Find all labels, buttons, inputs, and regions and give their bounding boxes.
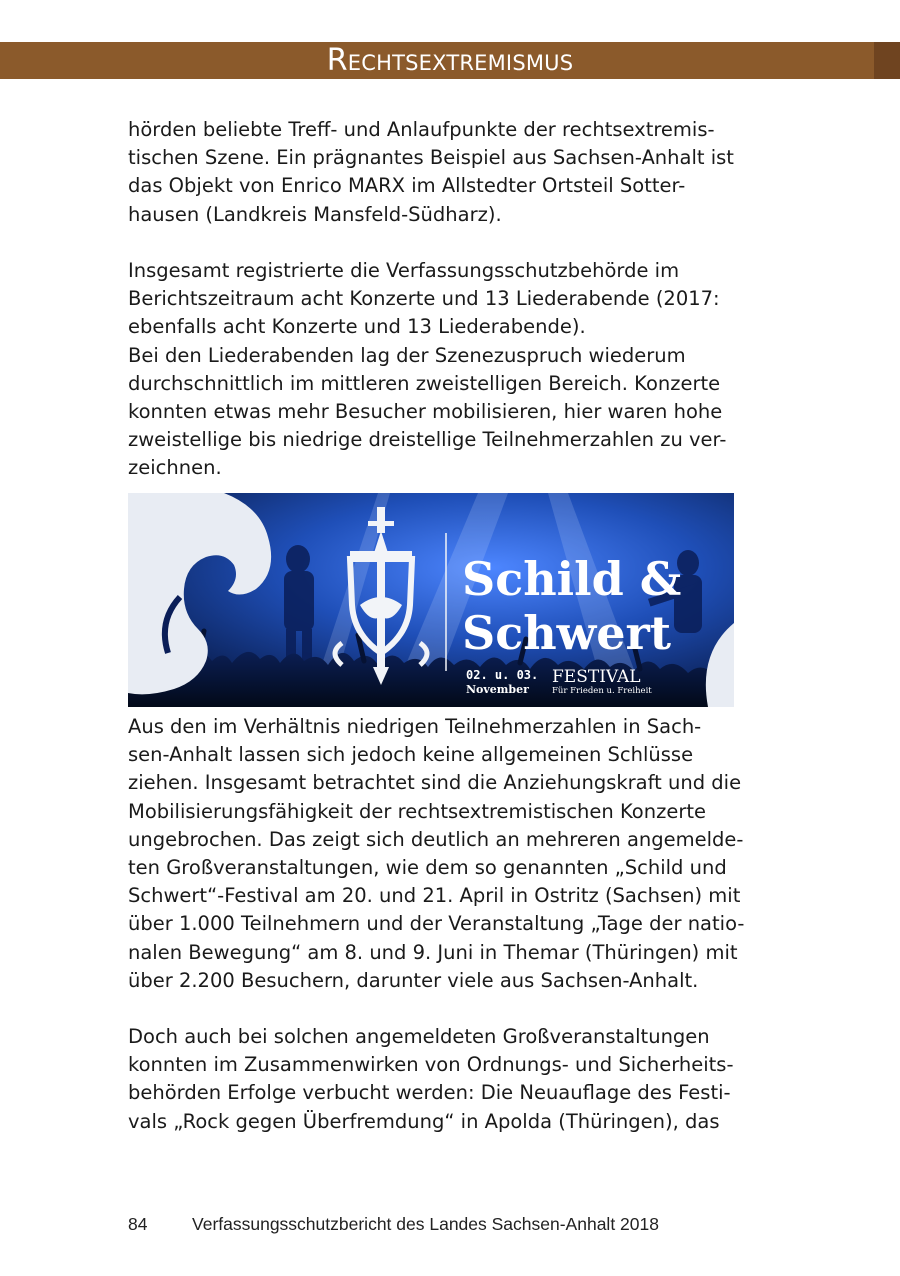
paragraph: Aus den im Verhältnis niedrigen Teilnehmerzahlen in Sach- sen-Anhalt lassen sich jedoch keine allgemeinen Schlüsse ziehen. Insgesamt betrachtet sind die Anziehungskraft und die Mobilisierungsfähigkeit der rechtsextremistischen Konzerte ungebrochen. Das zeigt sich deutlich an mehreren angemelde- ten Großveranstaltungen, wie dem so genannten „Schild und Schwert“-Festival am 20. und 21. April in Ostritz (Sachsen) mit über 1.000 Teilnehmern und der Veranstaltung „Tage der natio- nalen Bewegung“ am 8. und 9. Juni in Themar (Thüringen) mit über 2.200 Besuchern, darunter viele aus Sachsen-Anhalt.: [128, 715, 745, 992]
banner-motto: Für Frieden u. Freiheit: [552, 686, 652, 696]
banner-title-line2: Schwert: [462, 606, 672, 660]
festival-banner-image: [128, 493, 734, 707]
paragraph: hörden beliebte Treff- und Anlaufpunkte der rechtsextremis- tischen Szene. Ein prägnantes Beispiel aus Sachsen-Anhalt ist das Objekt von Enrico MARX im Allstedter Ortsteil Sotter- hausen (Landkreis Mansfeld-Südharz).: [128, 118, 734, 226]
footer-text: Verfassungsschutzbericht des Landes Sachsen-Anhalt 2018: [192, 1214, 659, 1234]
page-number: 84: [128, 1214, 148, 1234]
banner-festival: FESTIVAL: [552, 667, 641, 687]
banner-month: November: [466, 683, 529, 696]
banner-date: 02. u. 03.: [466, 668, 539, 682]
section-title: Rechtsextremismus: [326, 43, 574, 78]
paragraph: Insgesamt registrierte die Verfassungsschutzbehörde im Berichtszeitraum acht Konzerte und 13 Liederabende (2017: ebenfalls acht Konzerte und 13 Liederabende). Bei den Liederabenden lag der Szenezuspruch wiederum durchschnittlich im mittleren zweistelligen Bereich. Konzerte konnten etwas mehr Besucher mobilisieren, hier waren hohe zweistellige bis niedrige dreistellige Teilnehmerzahlen zu ver- zeichnen.: [128, 259, 727, 480]
paragraph: Doch auch bei solchen angemeldeten Großveranstaltungen konnten im Zusammenwirken von Ordnungs- und Sicherheits- behörden Erfolge verbucht werden: Die Neuauflage des Festi- vals „Rock gegen Überfremdung“ in Apolda (Thüringen), das: [128, 1025, 734, 1133]
banner-title-line1: Schild &: [462, 552, 682, 606]
